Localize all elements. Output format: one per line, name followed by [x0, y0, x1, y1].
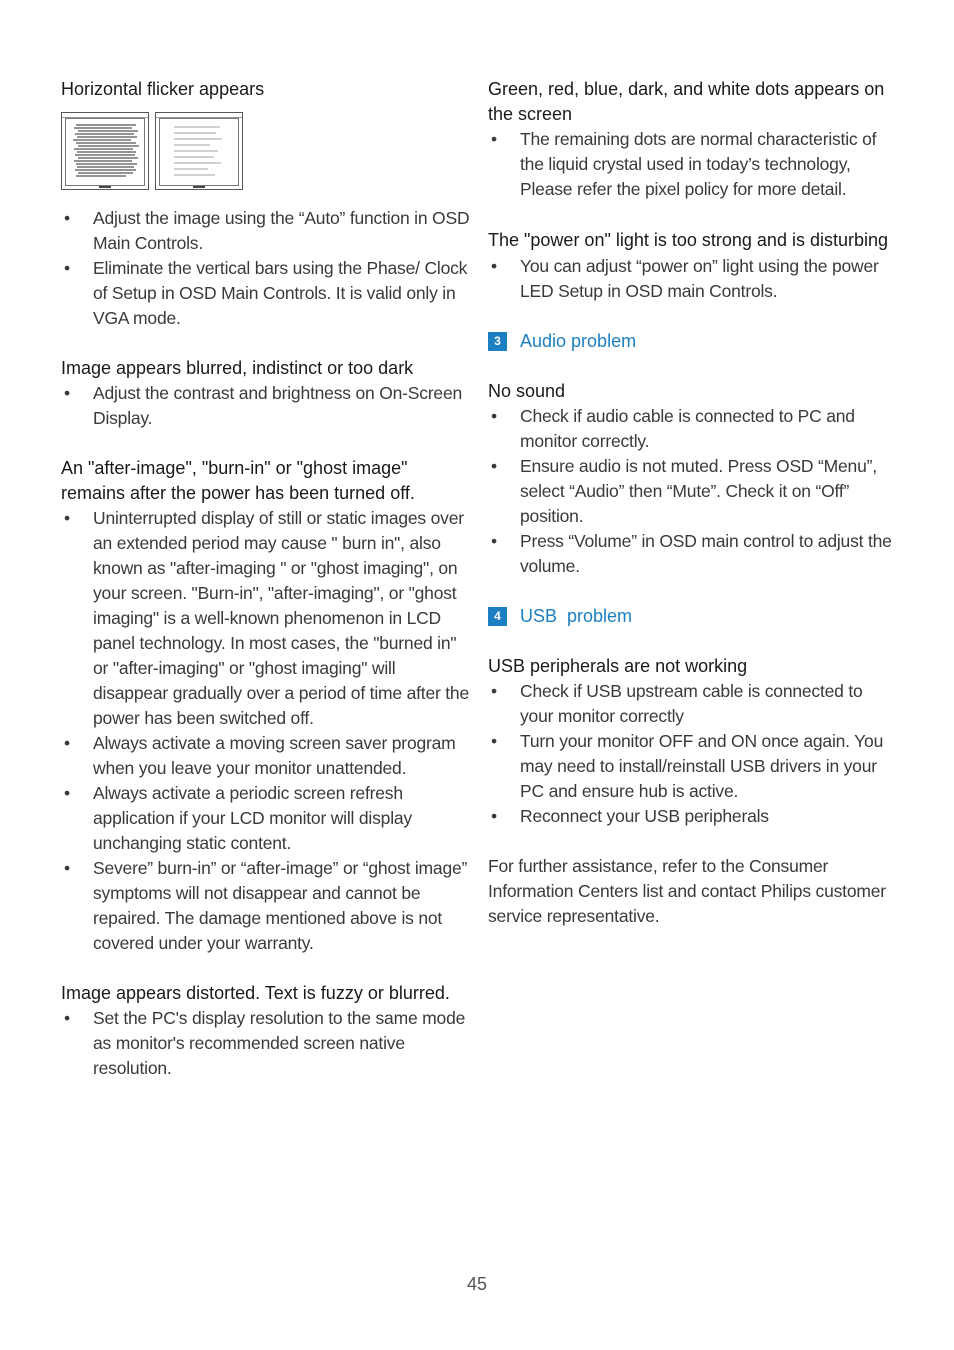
section-title-text: Audio problem [520, 331, 637, 351]
flicker-monitor-after-image [155, 112, 243, 190]
list-item: • The remaining dots are normal characteristic of the liquid crystal used in today’s technology, Please refer the pixel policy for more detail. [488, 127, 898, 202]
list-item: • Turn your monitor OFF and ON once again. You may need to install/reinstall USB drivers in your PC and ensure hub is active. [488, 729, 898, 804]
distorted-bullets [61, 1006, 471, 1081]
afterimage-bullets [61, 506, 471, 956]
list-item: • Uninterrupted display of still or static images over an extended period may cause " burn in", also known as "after-imaging " or "ghost imaging", on your screen. "Burn-in", "after-imaging", or "ghost imaging" is a well-known phenomenon in LCD panel technology. In most cases, the "burned in" or "after-imaging" or "ghost imaging" will disappear gradually over a period of time after the power has been switched off. [61, 506, 471, 731]
bullet-glyph: • [64, 858, 70, 878]
power-heading: The "power on" light is too strong and is disturbing [488, 230, 888, 250]
bullet-glyph: • [64, 208, 70, 228]
list-item: • Check if audio cable is connected to PC and monitor correctly. [488, 404, 898, 454]
list-item: • Set the PC's display resolution to the same mode as monitor's recommended screen native resolution. [61, 1006, 471, 1081]
bullet-glyph: • [64, 783, 70, 803]
bullet-glyph: • [491, 531, 497, 551]
section-number-badge: 3 [488, 332, 507, 351]
bullet-glyph: • [491, 731, 497, 751]
afterimage-heading: An "after-image", "burn-in" or "ghost image" remains after the power has been turned off. [61, 458, 415, 503]
page-number: 45 [466, 1274, 488, 1294]
power-bullets [488, 254, 898, 304]
flicker-lines-sparse [159, 118, 239, 186]
usb-section-title [488, 604, 898, 629]
dots-heading: Green, red, blue, dark, and white dots appears on the screen [488, 79, 885, 124]
section-number-badge: 4 [488, 607, 507, 626]
usb-bullets [488, 679, 898, 829]
list-item: • Eliminate the vertical bars using the Phase/ Clock of Setup in OSD Main Controls. It is valid only in VGA mode. [61, 256, 471, 331]
list-item: • Adjust the image using the “Auto” function in OSD Main Controls. [61, 206, 471, 256]
assistance-paragraph: For further assistance, refer to the Consumer Information Centers list and contact Philips customer service representative. [488, 856, 886, 926]
list-item: • You can adjust “power on” light using the power LED Setup in OSD main Controls. [488, 254, 898, 304]
bullet-glyph: • [491, 256, 497, 276]
dots-bullets [488, 127, 898, 202]
list-item: • Ensure audio is not muted. Press OSD “Menu”, select “Audio” then “Mute”. Check it on “Off” position. [488, 454, 898, 529]
bullet-glyph: • [491, 129, 497, 149]
bullet-glyph: • [64, 733, 70, 753]
list-item: • Adjust the contrast and brightness on On-Screen Display. [61, 381, 471, 431]
audio-section-title [488, 329, 898, 354]
nosound-heading: No sound [488, 381, 566, 401]
list-item: • Reconnect your USB peripherals [488, 804, 898, 829]
bullet-glyph: • [64, 258, 70, 278]
list-item: • Always activate a periodic screen refresh application if your LCD monitor will display unchanging static content. [61, 781, 471, 856]
flicker-illustrations [61, 112, 471, 192]
bullet-glyph: • [64, 508, 70, 528]
list-item: • Press “Volume” in OSD main control to adjust the volume. [488, 529, 898, 579]
right-column [488, 77, 898, 929]
flicker-bullets [61, 206, 471, 331]
bullet-glyph: • [491, 456, 497, 476]
blurred-heading: Image appears blurred, indistinct or too dark [61, 358, 414, 378]
list-item: • Severe” burn-in” or “after-image” or “ghost image” symptoms will not disappear and cannot be repaired. The damage mentioned above is not covered under your warranty. [61, 856, 471, 956]
list-item: • Always activate a moving screen saver program when you leave your monitor unattended. [61, 731, 471, 781]
flicker-lines-dense [65, 118, 145, 186]
flicker-monitor-before-image [61, 112, 149, 190]
flicker-heading: Horizontal flicker appears [61, 79, 265, 99]
section-title-text: USB problem [520, 606, 633, 626]
blurred-bullets [61, 381, 471, 431]
nosound-bullets [488, 404, 898, 579]
bullet-glyph: • [64, 1008, 70, 1028]
usb-heading: USB peripherals are not working [488, 656, 748, 676]
bullet-glyph: • [491, 681, 497, 701]
bullet-glyph: • [491, 806, 497, 826]
left-column [61, 77, 471, 1081]
list-item: • Check if USB upstream cable is connected to your monitor correctly [488, 679, 898, 729]
bullet-glyph: • [491, 406, 497, 426]
distorted-heading: Image appears distorted. Text is fuzzy or blurred. [61, 983, 450, 1003]
bullet-glyph: • [64, 383, 70, 403]
